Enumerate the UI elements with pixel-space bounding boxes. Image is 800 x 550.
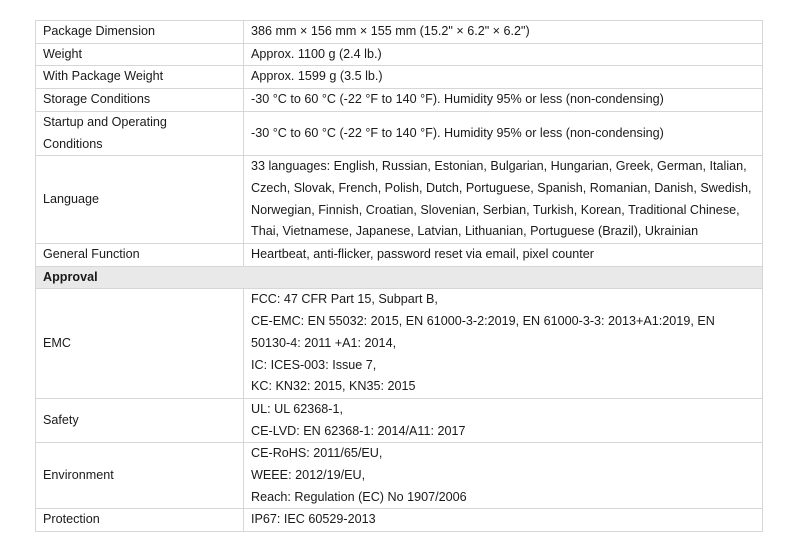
spec-label	[36, 111, 244, 155]
spec-value-line: WEEE: 2012/19/EU,	[251, 468, 366, 483]
spec-value-line: IC: ICES-003: Issue 7,	[251, 357, 377, 372]
spec-value-line: Reach: Regulation (EC) No 1907/2006	[251, 489, 467, 504]
table-row	[36, 43, 763, 66]
spec-value	[244, 244, 763, 267]
spec-value	[244, 89, 763, 112]
table-row	[36, 89, 763, 112]
spec-value-line: Heartbeat, anti-flicker, password reset via email, pixel counter	[251, 247, 594, 262]
section-title: Approval	[36, 266, 763, 289]
spec-value-line: CE-RoHS: 2011/65/EU,	[251, 446, 383, 461]
spec-value-line: 50130-4: 2011 +A1: 2014,	[251, 335, 397, 350]
spec-value-line: CE-EMC: EN 55032: 2015, EN 61000-3-2:2019, EN 61000-3-3: 2013+A1:2019, EN	[251, 314, 715, 329]
spec-value-line: Czech, Slovak, French, Polish, Dutch, Portuguese, Spanish, Romanian, Danish, Swedish,	[251, 180, 752, 195]
spec-label: With Package Weight	[36, 66, 244, 89]
spec-value	[244, 509, 763, 532]
spec-label: Safety	[36, 398, 244, 442]
spec-label-line: Conditions	[43, 136, 103, 151]
table-row	[36, 66, 763, 89]
table-row	[36, 111, 763, 155]
spec-label: General Function	[36, 244, 244, 267]
spec-value-line: 386 mm × 156 mm × 155 mm (15.2" × 6.2" × 6.2")	[251, 24, 530, 38]
spec-value-line: -30 °C to 60 °C (-22 °F to 140 °F). Humidity 95% or less (non-condensing)	[251, 92, 664, 107]
table-row	[36, 289, 763, 399]
spec-value	[244, 111, 763, 155]
spec-label: Package Dimension	[36, 21, 244, 44]
spec-value-line: UL: UL 62368-1,	[251, 401, 343, 416]
spec-value	[244, 156, 763, 244]
spec-value-line: KC: KN32: 2015, KN35: 2015	[251, 379, 416, 394]
spec-value-line: CE-LVD: EN 62368-1: 2014/A11: 2017	[251, 423, 466, 438]
spec-value-line: FCC: 47 CFR Part 15, Subpart B,	[251, 292, 438, 307]
spec-value-line: Approx. 1100 g (2.4 lb.)	[251, 46, 382, 61]
specification-table	[35, 20, 763, 532]
spec-value-line: 33 languages: English, Russian, Estonian, Bulgarian, Hungarian, Greek, German, Italian,	[251, 159, 747, 174]
table-row	[36, 244, 763, 267]
spec-value	[244, 398, 763, 442]
table-row	[36, 21, 763, 44]
section-header-row	[36, 266, 763, 289]
spec-value	[244, 21, 763, 44]
spec-value-line: IP67: IEC 60529-2013	[251, 512, 376, 527]
table-row	[36, 398, 763, 442]
spec-label: Storage Conditions	[36, 89, 244, 112]
spec-label-line: Startup and Operating	[43, 114, 167, 129]
spec-label: Language	[36, 156, 244, 244]
table-row	[36, 156, 763, 244]
table-row	[36, 443, 763, 509]
table-row	[36, 509, 763, 532]
spec-value-line: -30 °C to 60 °C (-22 °F to 140 °F). Humidity 95% or less (non-condensing)	[251, 125, 664, 140]
spec-value	[244, 443, 763, 509]
spec-label: Environment	[36, 443, 244, 509]
spec-label: Protection	[36, 509, 244, 532]
spec-value	[244, 289, 763, 399]
spec-value-line: Norwegian, Finnish, Croatian, Slovenian, Serbian, Turkish, Korean, Traditional Chinese,	[251, 202, 740, 217]
spec-label: EMC	[36, 289, 244, 399]
spec-value	[244, 43, 763, 66]
spec-value	[244, 66, 763, 89]
spec-value-line: Thai, Vietnamese, Japanese, Latvian, Lithuanian, Portuguese (Brazil), Ukrainian	[251, 224, 699, 239]
spec-value-line: Approx. 1599 g (3.5 lb.)	[251, 69, 383, 84]
spec-label: Weight	[36, 43, 244, 66]
